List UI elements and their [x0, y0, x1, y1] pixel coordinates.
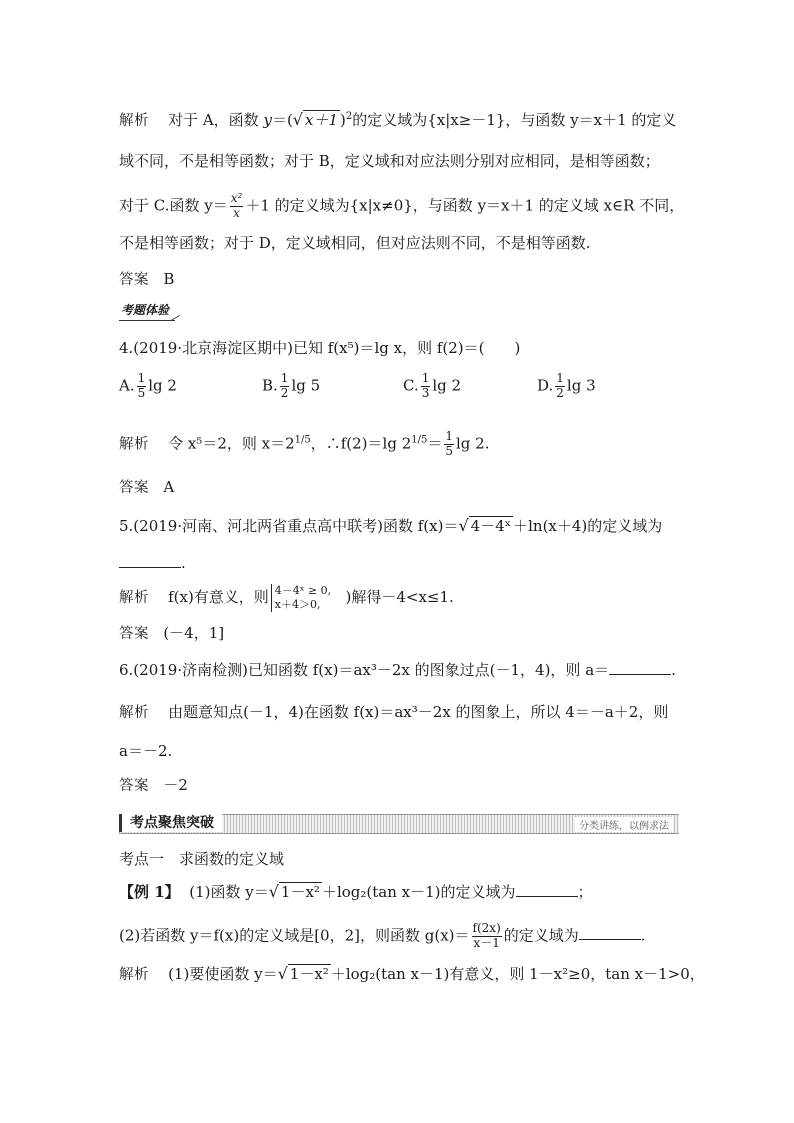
- question-4-solution: 解析 令 x⁵＝2，则 $x=2^{1/5}$，∴f(2)＝lg $2^{1/5}=$ $\frac{1}{5}$ lg 2.: [119, 429, 490, 458]
- example-1-part-2: (2)若函数 y＝f(x)的定义域是[0，2]，则函数 g(x)＝ $\frac{f(2x)}{x-1}$ 的定义域为 .: [119, 921, 646, 950]
- option-d: D. $\frac{1}{2}$ lg 3: [537, 371, 596, 400]
- answer-line-1: [119, 272, 174, 288]
- analysis-line-4: 不是相等函数；对于 D，定义域相同，但对应法则不同，不是相等函数.: [119, 234, 591, 252]
- answer-line-4: 答案 A: [119, 478, 175, 496]
- analysis-label: 解析: [119, 113, 149, 129]
- section-subtitle: 分类讲练，以例求法: [575, 817, 673, 832]
- analysis-line-3: 对于 C.函数 y＝ $\frac{\text{x²}}{x}$ ＋1 的定义域为{x|x≠0}，与函数 y＝x＋1 的定义域 x∈R 不同，: [119, 191, 685, 220]
- option-a: A. $\frac{1}{5}$ lg 2: [119, 371, 177, 400]
- question-5-solution: 解析 f(x)有意义，则 4－4ˣ ≥ 0, x＋4＞0, )解得－4<x≤1.: [119, 584, 454, 611]
- question-4-stem: 4.(2019·北京海淀区期中)已知 f(x⁵)＝lg x，则 f(2)＝( ): [119, 339, 521, 357]
- question-6-solution-2: a＝－2.: [119, 742, 173, 760]
- topic-heading: 考点一 求函数的定义域: [119, 850, 285, 868]
- answer-label: 答案: [119, 272, 149, 288]
- answer-line-6: 答案 －2: [119, 776, 188, 794]
- option-c: C. $\frac{1}{3}$ lg 2: [403, 371, 462, 400]
- answer-value: B: [163, 270, 175, 288]
- question-6-solution-1: 解析 由题意知点(－1，4)在函数 f(x)＝ax³－2x 的图象上，所以 4＝－a＋2，则: [119, 703, 669, 721]
- exam-experience-tag: 考题体验: [119, 301, 175, 321]
- option-b: B. $\frac{1}{2}$ lg 5: [262, 371, 321, 400]
- analysis-line-1: 解析 对于 A，函数 y＝(√ x＋1 )$^2$的定义域为{x|x≥－1}，与函数 y＝x＋1 的定义: [119, 110, 677, 129]
- example-1-part-1: 【例 1】 (1)函数 y＝√ 1－x² ＋log₂(tan x－1)的定义域为 ；: [119, 882, 593, 901]
- inequality-system: 4－4ˣ ≥ 0, x＋4＞0,: [271, 584, 331, 612]
- answer-line-5: 答案 (－4，1]: [119, 624, 225, 642]
- analysis-line-2: 域不同，不是相等函数；对于 B，定义域和对应法则分别对应相同，是相等函数；: [119, 152, 660, 170]
- example-1-solution: 解析 (1)要使函数 y＝√ 1－x² ＋log₂(tan x－1)有意义，则 1－x²≥0，tan x－1>0，: [119, 964, 705, 983]
- question-5-blank: .: [119, 556, 186, 571]
- section-header-bar: [119, 814, 679, 834]
- question-5-stem: 5.(2019·河南、河北两省重点高中联考)函数 f(x)＝√ 4－4ˣ ＋ln(x＋4)的定义域为: [119, 516, 663, 535]
- section-title: 考点聚焦突破: [119, 814, 222, 832]
- question-6-stem: 6.(2019·济南检测)已知函数 f(x)＝ax³－2x 的图象过点(－1，4)，则 a＝ .: [119, 661, 676, 679]
